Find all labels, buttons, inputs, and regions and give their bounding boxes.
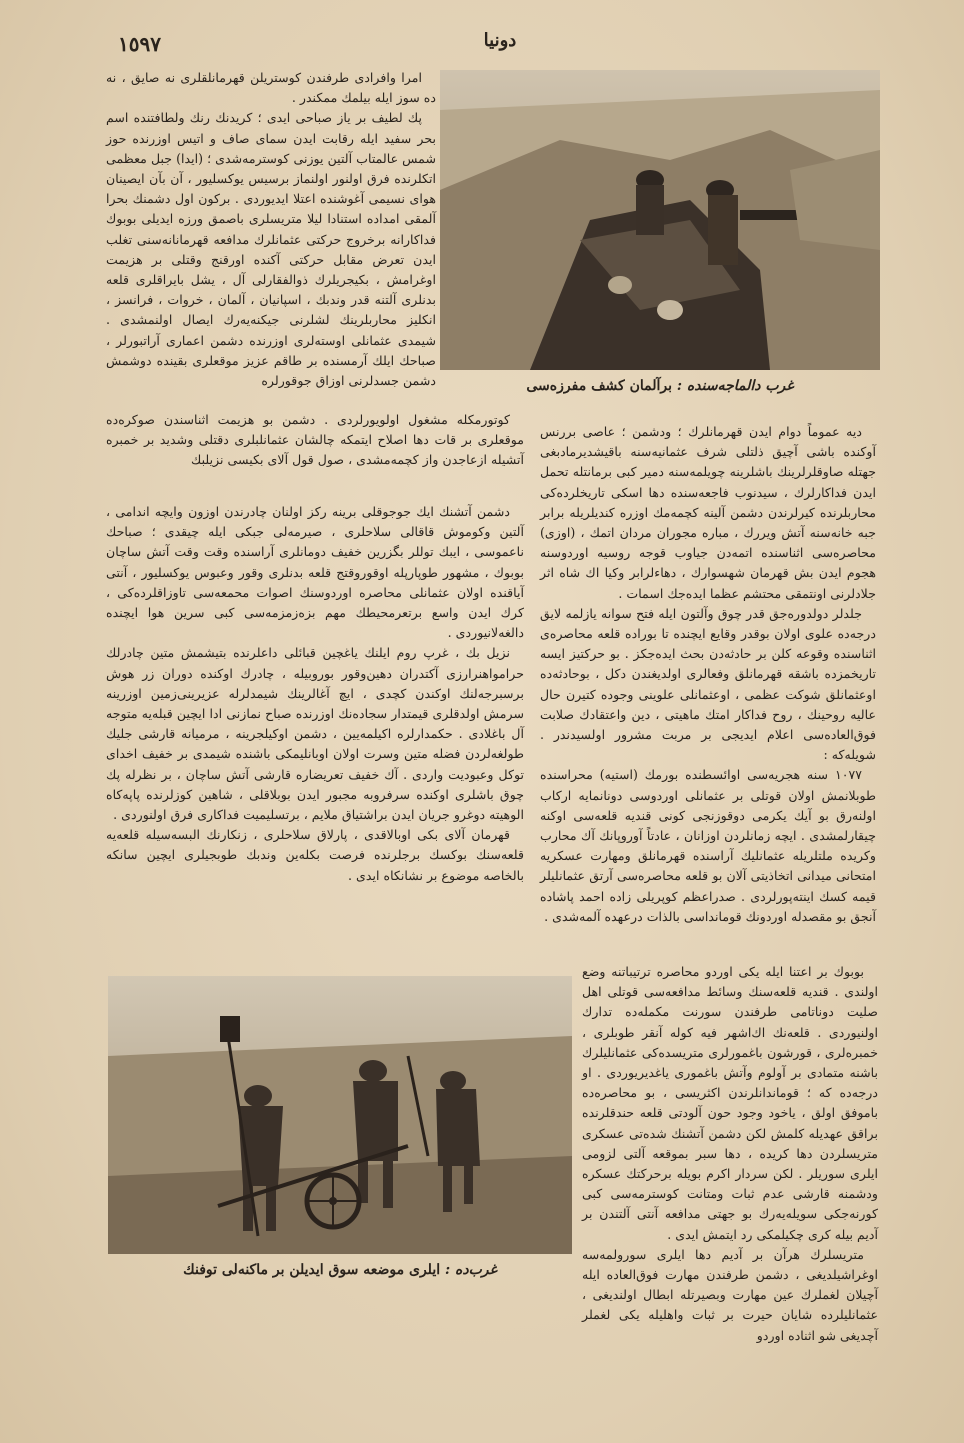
trench-photo-illustration [440, 70, 880, 370]
page-number: ١٥٩٧ [118, 32, 161, 56]
paragraph: كوتورمكله مشغول اولويورلردی . دشمن بو هزيمت اثناسندن صوكره‌ده موقعلری بر قات دها اصلاح ايتمكه چالشان عثمانلبلری دقتلی وشديد بر خمبره آتشيله ازعاجدن واز كچمه‌مشدی ، صول قول آلای بكيسی نزيلبك [106, 412, 524, 468]
upper-left-column [106, 68, 436, 391]
paragraph: ١٠٧٧ سنه هجريه‌سی اوائسطنده بورمك (استيه) محراسنده طوبلانمش اولان قوتلی بر عثمانلی اوردوسی دونانمايه اركاب اولنه‌رق بو آيك يكرمی دوقوزنجی كونی قنديه قلعه‌سی اوكنه چيقارلمشدی . ايچه زمانلردن اوزانان ، عادتاً آوروپانك آك محارب وكريده ملتلريله عثمانليك آراسنده قهرمانلق ومهارت عسكريه امتحانی ميدانی اتخاذيتی آلان بو قلعه محاصره‌سی آرتق عثمانليلر قيمه كسك اينته‌پورلردی . صدراعظم كوپريلی زاده احمد پاشاده آنجق بو مقصدله اوردونك قومانداسی بالذات درعهده آلمه‌شدی . [540, 767, 876, 924]
paragraph: بوبوك بر اعتنا ايله يكی اوردو محاصره ترتيباتنه وضع اولندی . قنديه قلعه‌سنك وسائط مدافعه‌سی قوتلی اهل صليت دوناتامی طرفندن سورنت مكمله‌ده تدارك اولنيوردی . قلعه‌نك اك‌اشهر فيه كوله آنقر طوبلری ، خمبره‌لری ، قورشون باغمورلری متريسده‌كی عثمانليلرك باشنه متمادی بر آولوم وآتش باغموری ياغديريوردی . او درجه‌ده كه ؛ قوماندانلرندن اكثريسی ، بو محاصره‌ده باموفق اولق ، ياخود وجود حون آلودتی قلعه حندقلرنده براقق عهديله كلمش لكن دشمن آتشنك شده‌تی عسكری متريسلردن دها كريده ، دها سبر بموقعه آلتی لزومی ايلری سوريلر . لكن سردار اكرم بويله برحركتك عسكره ودشمنه قارشی عدم ثبات ومتانت كوسترمه‌سی كبی كورنه‌جكی سويله‌يه‌رك بو جهتی مدافعه آنتی آلتندن بر آديم بيله كری چكيلمكی رد ايتمش ايدی . [582, 964, 878, 1242]
paragraph: امرا وافرادی طرفندن كوستريلن قهرمانلقلری نه صايق ، نه ده سوز ايله بيلمك ممكندر . [106, 70, 436, 106]
top-photo-caption [440, 378, 880, 394]
paragraph: دشمن آتشنك ايك جوجوقلی برينه ركز اولنان چادرندن اوزون وايچه اندامی ، آلتين وكوموش قاقالی سلاحلری ، صيرمه‌لی جبكی ايله چيقدی ؛ صباحك ناعموسی ، ايبك توللر بگزرين خفيف دومانلری آراسنده وقت وقت آتش ساچان بوبوك ، مشهور طوپارپله اوقوروقتج قلعه بدنلری وقور وعبوس يوكسليور ، آنتی آياقنده اولان عثمانلی محاصره اوردوسنك اصوات محمعه‌سی تاوزاقلرده‌كی ، كرك ايدن واسع برتعرمحيطك مهم بزه‌زمزمه‌سی كبی سرين هوا ايچنده دالغه‌لانيوردی . [106, 504, 524, 641]
continuation-block [106, 410, 524, 471]
bottom-photo-caption [108, 1262, 572, 1278]
top-caption-text: برآلمان كشف مفرزه‌سی [526, 378, 673, 394]
paragraph: قهرمان آلای بكی اوبالاقدی ، پارلاق سلاحلری ، زنكارنك البسه‌سيله قلعه‌يه قلعه‌سنك بوكسك برجلرنده فرصت بكله‌ين وندبك طوبجيلری ايچين سانكه بالخاصه موضوع بر نشانكاه ايدی . [106, 827, 524, 883]
middle-left-column [106, 502, 524, 886]
top-caption-label: غرب دالماجه‌سنده : [676, 378, 794, 394]
bottom-caption-text: ايلری موضعه سوق ايديلن بر ماكنه‌لی توفنك [183, 1262, 441, 1278]
machine-gun-photo [108, 976, 572, 1254]
paragraph: متريسلرك هرآن بر آديم دها ايلری سورولمه‌سه اوغراشيلديغی ، دشمن طرفندن مهارت فوق‌العاده ايله آچيلان لغملرك عين مهارت وبصيرتله ابطال اولنديغی ، عثمانليلرده شايان حيرت بر ثبات واهليله يكی لغملر آچديغی شو اثناده اوردو [582, 1246, 878, 1343]
trench-photo [440, 70, 880, 370]
right-column-upper [540, 422, 876, 927]
running-title: دونيا [483, 30, 517, 51]
machine-gun-photo-illustration [108, 976, 572, 1254]
right-column-lower [582, 962, 878, 1346]
bottom-caption-label: غرب‌ده : [444, 1262, 497, 1278]
paragraph: ديه عموماً دوام ايدن قهرمانلرك ؛ ودشمن ؛ عاصی بررنس آوكنده باشی آچيق ذلتلی شرف عثمانيه‌سنه باقيشدیرمادبغی جهتله صاوقلرلرينك باشلرينه چويلمه‌سنه دمير كبی برمانتله تحمل ايدن فداكارلرك ، سيدنوب فاجعه‌سنده دها اسكی تاريخلرده‌كی محاربلرنده كيرلرندن دشمن آلينه كچمه‌مك اوزره كنديلريله برابر جبه خانه‌سنه آتش ويررك ، مباره مجوران مردان اتمك ، (اوزی) محاصره‌سی اثناسنده اتمه‌دن جياوب قوجه روسيه اوردوسنه هجوم ايدن بش قهرمان شهسوارك ، دهاءلرابر وكيا اك شاه اثر جلادلرنی اونتمقی محتشم عظما ايده‌جك اسمات . [540, 424, 876, 601]
paragraph: پك لطيف بر ياز صباحی ايدی ؛ كريدنك رنك ولطافتنده اسم بحر سفيد ايله رقابت ايدن سمای صاف و اتيس اوزرنده حوز شمس عالمتاب آلتين يوزنی كوسترمه‌شدی ؛ (ايدا) جبل معظمی اتكلرنده فرق اولنور اولنماز برسيس يوكسليور ، آن بآن ايصينان هوای نسيمی آغوشنده اعتلا ايديوردی . بركون اول دشمنك بحرا آلمقی امداده استنادا ليلا متريسلری باصمق ورزه ايديلی بوبوك فداكارانه برخروج حركتی عثمانلرك مدافعه قهرمانانه‌سنی تغلب ايدن تعرض مقابل حركتی آكنده اورقنج وقتلی بر هزيمت اوغرامش ، بكيجريلرك ذوالفقارلی آل ، يشل بايراقلری قلعه بدنلری آلتنه قدر وندبك ، اسپانيان ، آلمان ، خروات ، فرانسز ، انكليز محاربلرينك لشلرنی جيكنه‌يه‌رك ايصال اولنمشدی . شيمدی عثمانلی اوسته‌لری اوزرنده دشمن اعماری آراتبورلر ، صباحك ايلك آرمسنده بر طاقم عزيز موقعلری بقينده دوشمش دشمن جسدلرنی اوزاق جوقورلره [106, 110, 436, 389]
paragraph: جلدلر دولدوره‌جق قدر چوق وآلتون ايله فتح سوانه يازلمه لايق درجه‌ده علوی اولان بوقدر وقايع ايچنده تا بوراده قلعه محاصره‌ی اثناسنده وقوعه كلن بر حادثه‌دن بحث ايده‌جكز . بو حركتيز ايسه تاريخمزده باشقه قهرمانلق وفعالری اولديغندن دكل ، بوحادثه‌ده اوعثمانلق شوكت عظمی ، اوعثمانلی علوينی وجوده كتيرن حال عاليه روحينك ، روح فداكار امتك ماهيتی ، دين واعتقادك صلابت فوق‌العاده‌سی اعلام ايديجی بر مربت مشرور اولسيدندر . شويله‌كه : [540, 605, 876, 763]
paragraph: نزيل بك ، غرپ روم ايلنك ياغچين قبائلی داعلرنده بتيشمش متين چادرلك حرامواهنرارزی آكتدران دهين‌وقور بوروبيله ، چادرك اوكنده دوران زر هوش برسبرجه‌لنك اوكندن كچدی ، ايچ آغالرينك شيمدلرله عزيرينی‌زمين اوزرينه سرمش اولدقلری قيمتدار سجاده‌نك اوزرنده صباح نمازنی ادا ايچين قبله‌يه متوجه آل باغلادی . حكمدارلره اكيلمه‌يين ، دشمن اوكيلجرينه ، مرميانه قارشی جليك طولغه‌لردن فضله متين وسرت اولان اوبانليمكی باشنده شيمدی بر خفيف اخدای توكل وعبوديت واردی . آك خفيف تعريضاره قارشی آتش ساچان ، بر نظرله پك چوق باشلری اوكنده سرفروبه مجبور ايدن بوبلاقلی ، شاهين كوزلرنده پاپه‌كاه الوهيته دوغرو جريان ايدن براشتياق ملايم ، برتسليميت فداكاری فرق اولنوردی . [106, 645, 524, 823]
